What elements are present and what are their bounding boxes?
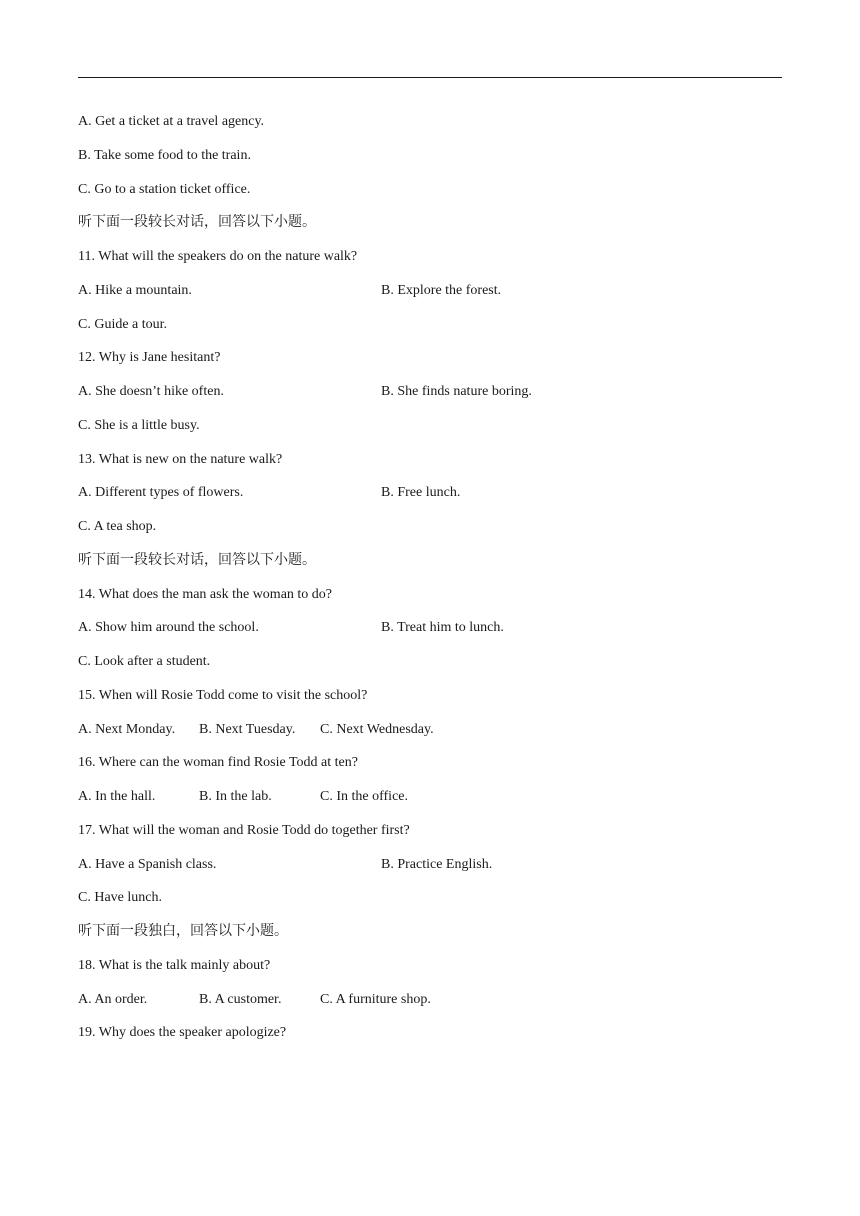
question-line xyxy=(78,583,782,617)
section-instruction xyxy=(78,211,782,245)
option-c: C. Guide a tour. xyxy=(78,316,168,332)
option-a: A. Different types of flowers. xyxy=(78,485,244,501)
option-c: C. Next Wednesday. xyxy=(320,721,434,737)
option-row xyxy=(78,853,782,887)
option-line xyxy=(78,144,782,178)
option-row xyxy=(78,279,782,313)
option-a: A. Show him around the school. xyxy=(78,620,259,636)
question-line xyxy=(78,448,782,482)
option-line xyxy=(78,515,782,549)
question-text: 12. Why is Jane hesitant? xyxy=(78,350,221,366)
question-line xyxy=(78,751,782,785)
option-line xyxy=(78,313,782,347)
question-line xyxy=(78,245,782,279)
question-line xyxy=(78,346,782,380)
option-b: B. Treat him to lunch. xyxy=(381,620,504,636)
option-text: B. Take some food to the train. xyxy=(78,147,251,163)
option-c: C. She is a little busy. xyxy=(78,417,200,433)
question-text: 11. What will the speakers do on the nature walk? xyxy=(78,249,358,264)
option-row xyxy=(78,785,782,819)
option-line xyxy=(78,178,782,212)
option-a: A. Have a Spanish class. xyxy=(78,856,217,872)
option-a: A. Next Monday. xyxy=(78,721,176,737)
option-line xyxy=(78,886,782,920)
instruction-text: 听下面一段较长对话，回答以下小题。 xyxy=(78,552,316,568)
option-c: C. In the office. xyxy=(320,789,408,804)
question-text: 13. What is new on the nature walk? xyxy=(78,451,283,467)
option-c: C. A tea shop. xyxy=(78,519,157,534)
option-b: B. Free lunch. xyxy=(381,485,461,501)
option-b: B. A customer. xyxy=(199,991,282,1007)
option-b: B. In the lab. xyxy=(199,789,272,804)
option-a: A. In the hall. xyxy=(78,789,156,804)
option-row xyxy=(78,616,782,650)
instruction-text: 听下面一段独白，回答以下小题。 xyxy=(78,924,288,939)
exam-content xyxy=(78,110,782,1055)
section-instruction xyxy=(78,549,782,583)
instruction-text: 听下面一段较长对话，回答以下小题。 xyxy=(78,215,316,231)
option-a: A. An order. xyxy=(78,991,148,1007)
question-text: 15. When will Rosie Todd come to visit the school? xyxy=(78,687,368,703)
option-line xyxy=(78,414,782,448)
option-c: C. A furniture shop. xyxy=(320,991,431,1007)
question-text: 14. What does the man ask the woman to do? xyxy=(78,586,333,602)
option-c: C. Look after a student. xyxy=(78,654,211,669)
question-text: 19. Why does the speaker apologize? xyxy=(78,1025,287,1041)
question-text: 16. Where can the woman find Rosie Todd at ten? xyxy=(78,755,358,771)
option-line xyxy=(78,650,782,684)
option-row xyxy=(78,988,782,1022)
option-b: B. She finds nature boring. xyxy=(381,384,532,399)
option-text: C. Go to a station ticket office. xyxy=(78,181,251,197)
option-c: C. Have lunch. xyxy=(78,890,162,906)
option-row xyxy=(78,718,782,752)
option-a: A. She doesn’t hike often. xyxy=(78,384,224,399)
option-text: A. Get a ticket at a travel agency. xyxy=(78,114,265,129)
option-row xyxy=(78,380,782,414)
option-b: B. Explore the forest. xyxy=(381,282,502,298)
question-line xyxy=(78,684,782,718)
option-a: A. Hike a mountain. xyxy=(78,282,192,298)
question-text: 17. What will the woman and Rosie Todd do together first? xyxy=(78,822,410,838)
question-text: 18. What is the talk mainly about? xyxy=(78,957,271,973)
option-b: B. Next Tuesday. xyxy=(199,721,296,737)
option-line xyxy=(78,110,782,144)
question-line xyxy=(78,1021,782,1055)
option-b: B. Practice English. xyxy=(381,856,493,872)
question-line xyxy=(78,819,782,853)
question-line xyxy=(78,954,782,988)
header-rule xyxy=(78,77,782,78)
section-instruction xyxy=(78,920,782,954)
option-row xyxy=(78,481,782,515)
